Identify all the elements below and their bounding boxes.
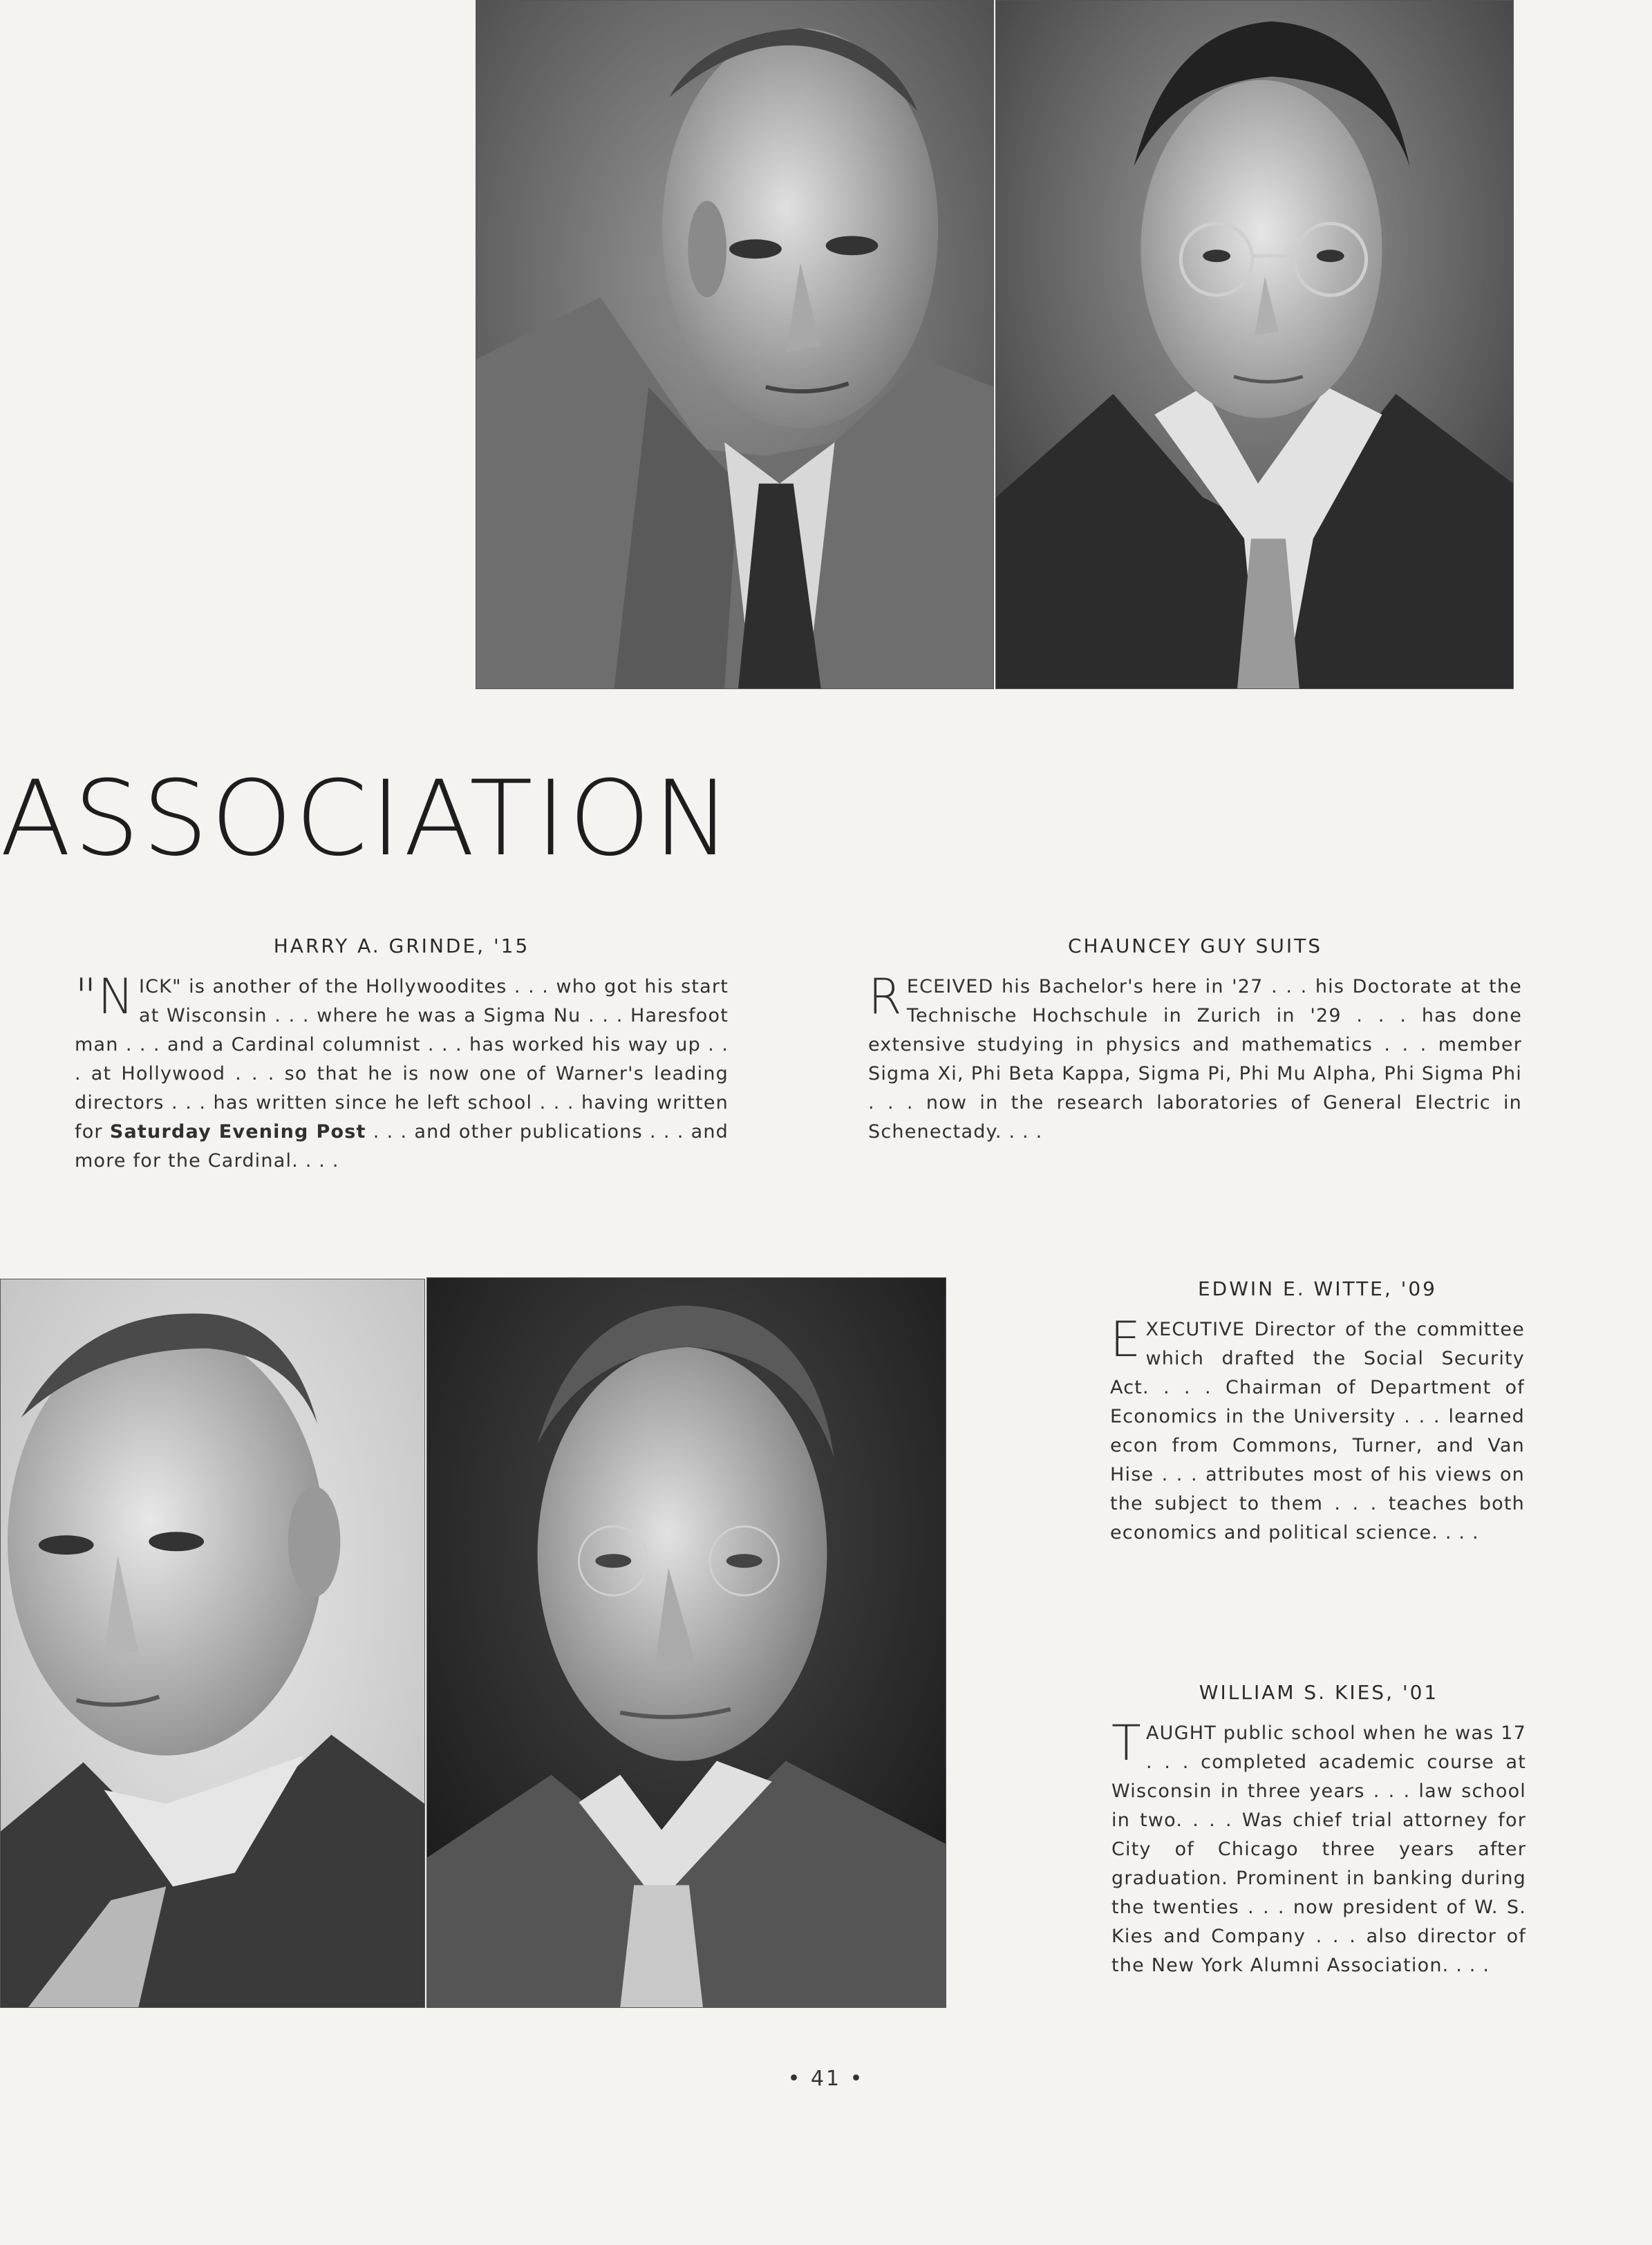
bio-text (1111, 1715, 1526, 1980)
bio-text (75, 968, 729, 1176)
drop-cap: R (868, 968, 903, 1025)
bio-name: CHAUNCEY GUY SUITS (1067, 934, 1323, 957)
bio-chauncey-suits (868, 934, 1522, 1147)
portrait-edwin-witte (0, 1279, 425, 2008)
drop-cap: E (1110, 1311, 1142, 1368)
bio-text (1110, 1311, 1525, 1548)
bio-text (868, 968, 1522, 1147)
portrait-harry-grinde (476, 0, 994, 689)
drop-cap: "N (75, 968, 135, 1025)
bio-text-part: AUGHT public school when he was 17 . . . completed academic course at Wisconsin in three years . . . law school in two. . . . Was chief trial attorney for City of Chicago three years after graduation. Prominent in banking during the twenties . . . now president of W. S. Kies and Company . . . also director of the New York Alumni Association. . . . (1111, 1722, 1526, 1976)
bio-text-part: . . . and other publications . . . and more for the Cardinal. . . . (75, 1121, 729, 1172)
bio-edwin-witte (1110, 1277, 1525, 1548)
bio-text-part: ECEIVED his Bachelor's here in '27 . . . his Doctorate at the Technische Hochschule in Zurich in '29 . . . has done extensive studying in physics and mathematics . . . member Sigma Xi, Phi Beta Kappa, Sigma Pi, Phi Mu Alpha, Phi Sigma Phi . . . now in the research laboratories of General Electric in Schenectady. . . . (868, 976, 1522, 1143)
publication-name: Saturday Evening Post (109, 1121, 366, 1143)
bio-text-part: ICK" is another of the Hollywoodites . . . who got his start at Wisconsin . . . where he was a Sigma Nu . . . Haresfoot man . . . and a Cardinal columnist . . . has worked his way up . . . at Hollywood . . . so that he is now one of Warner's leading directors . . . has written since he left school . . . having written for (75, 976, 729, 1143)
portrait-chauncey-suits (995, 0, 1514, 689)
drop-cap: T (1111, 1715, 1142, 1772)
bio-name: EDWIN E. WITTE, '09 (1197, 1277, 1437, 1300)
page-heading: ASSOCIATION (0, 759, 734, 879)
bio-name: WILLIAM S. KIES, '01 (1199, 1681, 1439, 1704)
bio-harry-grinde (75, 934, 729, 1176)
bio-text-part: XECUTIVE Director of the committee which drafted the Social Security Act. . . . Chairman of Department of Economics in the University . . . learned econ from Commons, Turner, and Van Hise . . . attributes most of his views on the subject to them . . . teaches both economics and political science. . . . (1110, 1319, 1525, 1543)
page-number: • 41 • (787, 2067, 865, 2091)
bio-name: HARRY A. GRINDE, '15 (273, 934, 530, 957)
portrait-william-kies (426, 1277, 946, 2008)
bio-william-kies (1111, 1681, 1526, 1980)
